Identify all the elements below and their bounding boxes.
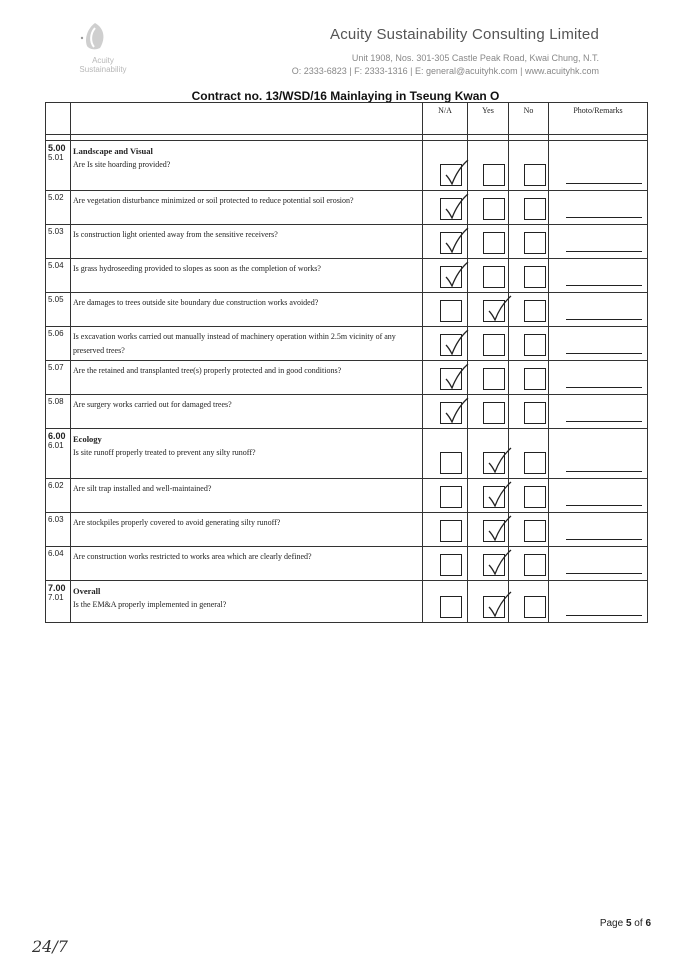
item-question: Is construction light oriented away from the sensitive receivers? [73, 230, 278, 239]
na-cell [423, 225, 468, 259]
item-number-cell [46, 547, 71, 581]
item-question-cell [71, 259, 423, 293]
remarks-cell [549, 395, 648, 429]
checklist-row [46, 293, 648, 327]
item-number-cell [46, 581, 71, 623]
item-question: Are Is site hoarding provided? [73, 160, 171, 169]
item-question: Are silt trap installed and well-maintained? [73, 484, 212, 493]
item-question-cell [71, 225, 423, 259]
no-cell [509, 429, 549, 479]
item-question-cell [71, 293, 423, 327]
contract-title: Contract no. 13/WSD/16 Mainlaying in Tseung Kwan O [191, 89, 500, 103]
na-cell [423, 479, 468, 513]
signature-text: 24/7 [32, 937, 68, 956]
page-current: 5 [625, 918, 632, 929]
section-title: Overall [73, 586, 101, 596]
section-title: Ecology [73, 434, 102, 444]
item-question: Are surgery works carried out for damaged trees? [73, 400, 232, 409]
yes-cell [468, 191, 509, 225]
checklist-row [46, 429, 648, 479]
na-cell [423, 513, 468, 547]
no-cell [509, 581, 549, 623]
logo-text [58, 56, 148, 74]
item-number: 6.04 [48, 549, 64, 558]
remarks-cell [549, 547, 648, 581]
na-cell [423, 581, 468, 623]
item-number-cell [46, 141, 71, 191]
yes-cell [468, 547, 509, 581]
no-cell [509, 293, 549, 327]
na-cell [423, 191, 468, 225]
checklist-row [46, 191, 648, 225]
remarks-cell [549, 513, 648, 547]
remarks-cell [549, 293, 648, 327]
page-prefix: Page [599, 918, 626, 929]
remarks-cell [549, 327, 648, 361]
no-cell [509, 327, 549, 361]
column-header-yes: Yes [468, 103, 509, 135]
checklist-row [46, 141, 648, 191]
contact-line: O: 2333-6823 | F: 2333-1316 | E: general@acuityhk.com | www.acuityhk.com [291, 66, 599, 76]
no-cell [509, 141, 549, 191]
page-mid: of [631, 918, 646, 929]
page-total: 6 [645, 918, 651, 929]
letterhead [0, 0, 691, 85]
checklist-row [46, 361, 648, 395]
item-number: 6.03 [48, 515, 64, 524]
item-question: Are vegetation disturbance minimized or soil protected to reduce potential soil erosion? [73, 196, 354, 205]
checklist-row [46, 259, 648, 293]
logo-leaf-icon [78, 20, 112, 54]
item-question: Is excavation works carried out manually instead of machinery operation within 2.5m vicinity of any preserved trees? [73, 332, 396, 355]
na-cell [423, 293, 468, 327]
item-number-cell [46, 259, 71, 293]
item-question-cell [71, 327, 423, 361]
no-cell [509, 259, 549, 293]
yes-cell [468, 141, 509, 191]
yes-cell [468, 225, 509, 259]
na-cell [423, 259, 468, 293]
item-number: 5.08 [48, 397, 64, 406]
address-line: Unit 1908, Nos. 301-305 Castle Peak Road, Kwai Chung, N.T. [351, 53, 599, 63]
no-cell [509, 395, 549, 429]
yes-cell [468, 361, 509, 395]
item-question: Is grass hydroseeding provided to slopes as soon as the completion of works? [73, 264, 321, 273]
item-number: 5.03 [48, 227, 64, 236]
item-question-cell [71, 141, 423, 191]
yes-cell [468, 513, 509, 547]
checklist-row [46, 395, 648, 429]
remarks-cell [549, 225, 648, 259]
item-number-cell [46, 395, 71, 429]
item-number-cell [46, 513, 71, 547]
item-number: 6.01 [48, 441, 64, 450]
no-cell [509, 479, 549, 513]
logo-text-line-2: Sustainability [79, 65, 127, 74]
item-number-cell [46, 479, 71, 513]
remarks-cell [549, 479, 648, 513]
item-number: 7.01 [48, 593, 64, 602]
item-question: Are construction works restricted to works area which are clearly defined? [73, 552, 312, 561]
item-question-cell [71, 513, 423, 547]
no-cell [509, 513, 549, 547]
item-question-cell [71, 547, 423, 581]
checklist-row [46, 547, 648, 581]
page-number [600, 918, 651, 929]
yes-cell [468, 581, 509, 623]
item-number-cell [46, 293, 71, 327]
na-cell [423, 327, 468, 361]
item-number-cell [46, 429, 71, 479]
company-address [292, 52, 599, 78]
yes-cell [468, 327, 509, 361]
checklist-row [46, 225, 648, 259]
na-cell [423, 429, 468, 479]
remarks-cell [549, 141, 648, 191]
yes-cell [468, 479, 509, 513]
yes-cell [468, 259, 509, 293]
checklist-row [46, 581, 648, 623]
header-num-cell [46, 103, 71, 135]
remarks-cell [549, 581, 648, 623]
item-number: 6.02 [48, 481, 64, 490]
column-header-na: N/A [423, 103, 468, 135]
item-question: Are the retained and transplanted tree(s) properly protected and in good conditions? [73, 366, 342, 375]
item-question: Is site runoff properly treated to prevent any silty runoff? [73, 448, 256, 457]
table-header-row [46, 103, 648, 135]
column-header-no: No [509, 103, 549, 135]
column-header-remarks: Photo/Remarks [549, 103, 648, 135]
header-question-cell [71, 103, 423, 135]
item-question-cell [71, 395, 423, 429]
item-number: 5.06 [48, 329, 64, 338]
company-name: Acuity Sustainability Consulting Limited [330, 26, 599, 43]
yes-cell [468, 293, 509, 327]
item-number: 5.05 [48, 295, 64, 304]
handwritten-signature [30, 930, 70, 960]
item-question-cell [71, 429, 423, 479]
yes-cell [468, 429, 509, 479]
checklist-table [45, 102, 648, 623]
item-question-cell [71, 479, 423, 513]
item-question-cell [71, 581, 423, 623]
remarks-cell [549, 361, 648, 395]
item-question: Are damages to trees outside site boundary due construction works avoided? [73, 298, 319, 307]
section-number: 7.00 [48, 583, 66, 593]
na-cell [423, 361, 468, 395]
item-number-cell [46, 327, 71, 361]
company-logo [58, 20, 138, 80]
item-number: 5.04 [48, 261, 64, 270]
no-cell [509, 547, 549, 581]
section-number: 5.00 [48, 143, 66, 153]
item-number: 5.07 [48, 363, 64, 372]
na-cell [423, 547, 468, 581]
item-number-cell [46, 191, 71, 225]
item-question-cell [71, 191, 423, 225]
remarks-cell [549, 191, 648, 225]
item-number-cell [46, 361, 71, 395]
item-number-cell [46, 225, 71, 259]
no-cell [509, 361, 549, 395]
item-question: Are stockpiles properly covered to avoid generating silty runoff? [73, 518, 281, 527]
item-number: 5.01 [48, 153, 64, 162]
section-title: Landscape and Visual [73, 146, 153, 156]
checklist-row [46, 513, 648, 547]
na-cell [423, 141, 468, 191]
item-number: 5.02 [48, 193, 64, 202]
no-cell [509, 225, 549, 259]
remarks-cell [549, 429, 648, 479]
item-question: Is the EM&A properly implemented in general? [73, 600, 227, 609]
item-question-cell [71, 361, 423, 395]
na-cell [423, 395, 468, 429]
checklist-row [46, 479, 648, 513]
checklist-row [46, 327, 648, 361]
no-cell [509, 191, 549, 225]
logo-text-line-1: Acuity [92, 56, 114, 65]
remarks-cell [549, 259, 648, 293]
section-number: 6.00 [48, 431, 66, 441]
yes-cell [468, 395, 509, 429]
